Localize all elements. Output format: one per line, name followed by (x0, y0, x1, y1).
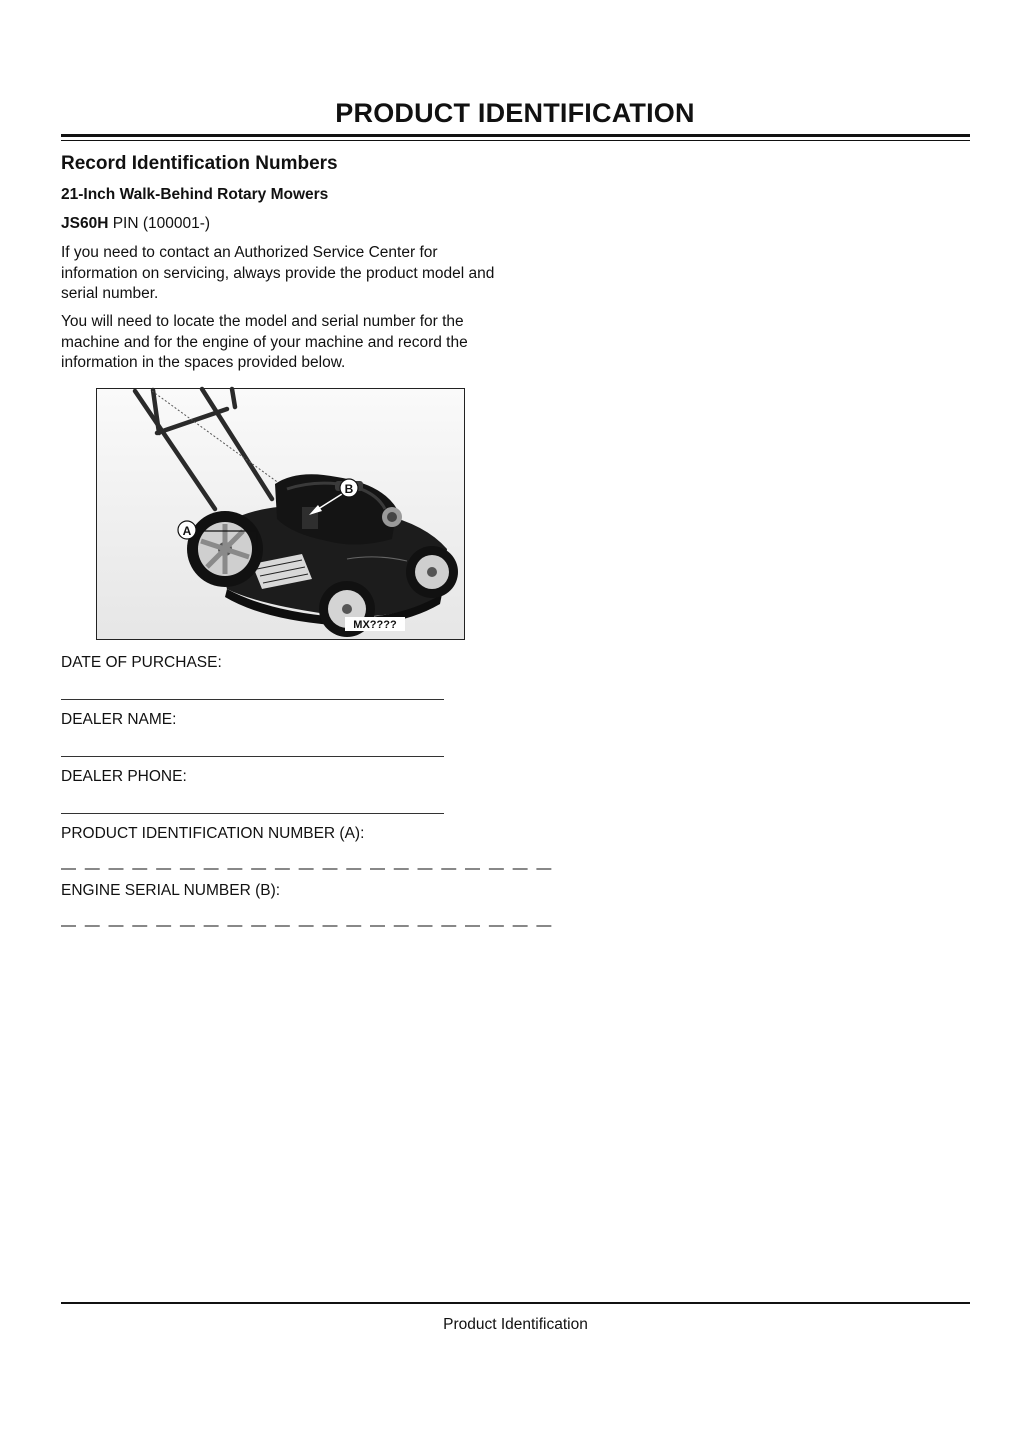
mower-front-wheel-right (406, 546, 458, 598)
header-rule-thick (61, 134, 970, 137)
callout-b-label: B (344, 482, 354, 496)
engine-serial-label: ENGINE SERIAL NUMBER (B): (61, 882, 281, 899)
dealer-name-blank (61, 756, 444, 757)
model-code: JS60H (61, 215, 109, 232)
callout-a-label: A (182, 524, 192, 538)
engine-serial-blank: — — — — — — — — — — — — — — — — — — — — — (61, 917, 554, 934)
dealer-name-label: DEALER NAME: (61, 711, 177, 728)
mower-figure (96, 388, 465, 640)
pin-blank: — — — — — — — — — — — — — — — — — — — — — (61, 860, 554, 877)
paragraph-locate: You will need to locate the model and serial number for the machine and for the engine of your machine and record the information in the spaces provided below. (61, 313, 468, 371)
mower-rear-wheel (187, 511, 263, 587)
date-of-purchase-label: DATE OF PURCHASE: (61, 654, 222, 671)
section-heading: Record Identification Numbers (61, 153, 338, 174)
page-title: PRODUCT IDENTIFICATION (335, 98, 695, 128)
dealer-phone-blank (61, 813, 444, 814)
footer-text: Product Identification (443, 1316, 588, 1333)
subheading: 21-Inch Walk-Behind Rotary Mowers (61, 186, 329, 203)
date-of-purchase-blank (61, 699, 444, 700)
paragraph-service: If you need to contact an Authorized Service Center for information on servicing, always provide the product model and serial number. (61, 244, 495, 302)
figure-code: MX???? (353, 619, 397, 631)
pin-label: PRODUCT IDENTIFICATION NUMBER (A): (61, 825, 365, 842)
footer-rule (61, 1302, 970, 1304)
mower-illustration (97, 389, 464, 639)
dealer-phone-label: DEALER PHONE: (61, 768, 187, 785)
header-rule-thin (61, 140, 970, 141)
model-pin: PIN (100001-) (112, 215, 211, 232)
model-line (61, 215, 210, 233)
